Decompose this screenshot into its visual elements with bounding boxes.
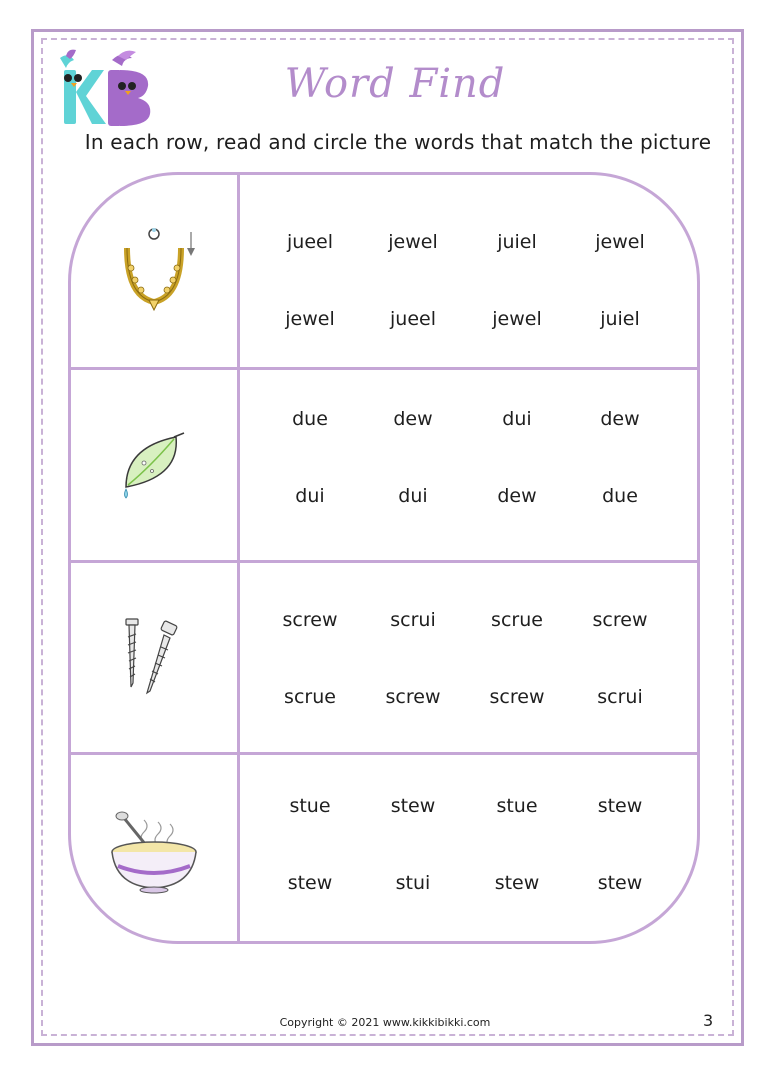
word-option[interactable]: stew xyxy=(287,872,333,894)
word-row-screw xyxy=(71,563,697,752)
word-option[interactable]: screw xyxy=(282,609,338,631)
word-options xyxy=(240,563,697,752)
word-option[interactable]: jueel xyxy=(287,231,333,253)
word-option[interactable]: stew xyxy=(494,872,540,894)
word-option[interactable]: juiel xyxy=(600,308,640,330)
leaf-dew-icon xyxy=(71,370,237,560)
word-option[interactable]: juiel xyxy=(497,231,537,253)
word-option[interactable]: scrue xyxy=(491,609,543,631)
word-options xyxy=(240,370,697,560)
word-option[interactable]: stue xyxy=(289,795,331,817)
word-option[interactable]: stew xyxy=(597,795,643,817)
jewel-necklace-icon xyxy=(71,175,237,367)
word-option[interactable]: screw xyxy=(489,686,545,708)
word-option[interactable]: dew xyxy=(497,485,537,507)
word-option[interactable]: screw xyxy=(592,609,648,631)
word-option[interactable]: jewel xyxy=(388,231,438,253)
word-option[interactable]: due xyxy=(292,408,328,430)
page-number: 3 xyxy=(703,1011,714,1030)
screws-icon xyxy=(71,563,237,752)
word-option[interactable]: dui xyxy=(295,485,325,507)
word-option[interactable]: stew xyxy=(390,795,436,817)
copyright-footer: Copyright © 2021 www.kikkibikki.com xyxy=(279,1016,491,1029)
word-option[interactable]: jueel xyxy=(390,308,436,330)
word-option[interactable]: scrui xyxy=(597,686,643,708)
kikkibikki-logo-icon xyxy=(52,48,152,132)
word-options xyxy=(240,175,697,367)
word-options xyxy=(240,755,697,944)
word-grid xyxy=(68,172,700,944)
worksheet-title: Word Find xyxy=(284,61,506,107)
word-option[interactable]: screw xyxy=(385,686,441,708)
stew-bowl-icon xyxy=(71,755,237,944)
word-option[interactable]: dui xyxy=(502,408,532,430)
word-option[interactable]: due xyxy=(602,485,638,507)
word-option[interactable]: jewel xyxy=(492,308,542,330)
word-option[interactable]: dew xyxy=(393,408,433,430)
word-option[interactable]: stui xyxy=(395,872,431,894)
word-row-stew xyxy=(71,755,697,944)
instruction-text: In each row, read and circle the words that match the picture xyxy=(84,130,712,154)
word-option[interactable]: scrui xyxy=(390,609,436,631)
word-option[interactable]: jewel xyxy=(595,231,645,253)
word-option[interactable]: dui xyxy=(398,485,428,507)
word-option[interactable]: dew xyxy=(600,408,640,430)
word-row-dew xyxy=(71,370,697,560)
word-option[interactable]: stew xyxy=(597,872,643,894)
word-option[interactable]: stue xyxy=(496,795,538,817)
word-row-jewel xyxy=(71,175,697,367)
word-option[interactable]: scrue xyxy=(284,686,336,708)
word-option[interactable]: jewel xyxy=(285,308,335,330)
